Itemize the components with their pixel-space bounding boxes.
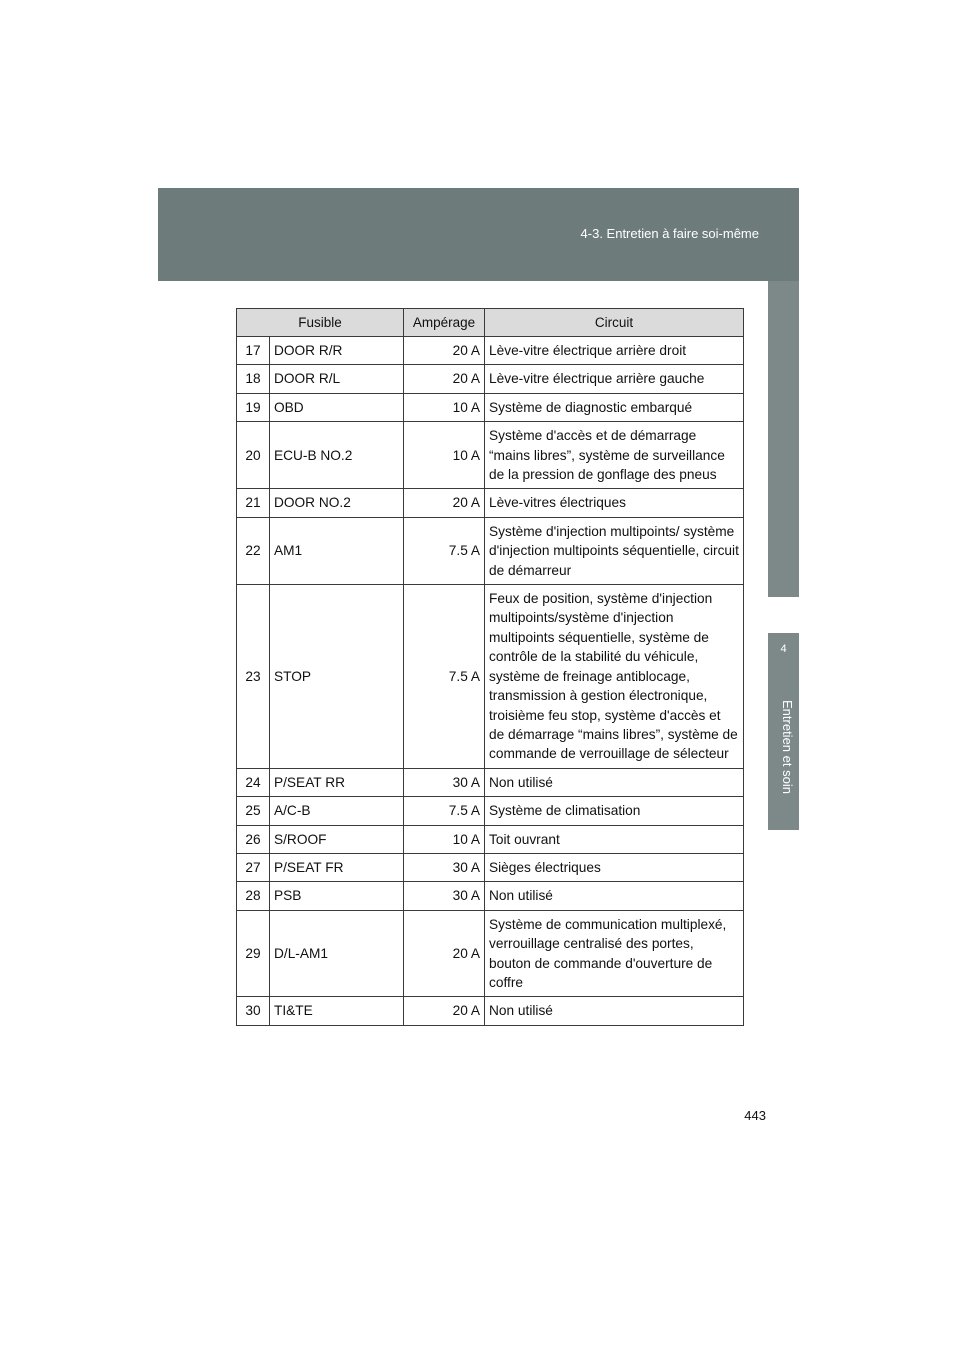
fuse-circuit: Système de diagnostic embarqué (485, 393, 744, 421)
fuse-number: 19 (237, 393, 270, 421)
fuse-name: TI&TE (270, 997, 404, 1025)
section-title: 4-3. Entretien à faire soi-même (580, 226, 759, 241)
fuse-name: D/L-AM1 (270, 910, 404, 997)
table-row (237, 393, 744, 421)
fuse-number: 24 (237, 768, 270, 796)
header-band (158, 188, 799, 281)
fuse-number: 20 (237, 422, 270, 489)
fuse-circuit: Lève-vitres électriques (485, 489, 744, 517)
chapter-label: Entretien et soin (780, 700, 795, 794)
fuse-amperage: 7.5 A (404, 517, 485, 584)
fuse-amperage: 10 A (404, 825, 485, 853)
header-fuse: Fusible (237, 309, 404, 337)
page-number: 443 (744, 1108, 766, 1123)
fuse-name: DOOR R/L (270, 365, 404, 393)
table-row (237, 797, 744, 825)
header-circuit: Circuit (485, 309, 744, 337)
fuse-name: PSB (270, 882, 404, 910)
fuse-name: A/C-B (270, 797, 404, 825)
table-row (237, 337, 744, 365)
fuse-number: 17 (237, 337, 270, 365)
fuse-amperage: 20 A (404, 489, 485, 517)
fuse-circuit: Toit ouvrant (485, 825, 744, 853)
fuse-name: P/SEAT RR (270, 768, 404, 796)
fuse-number: 25 (237, 797, 270, 825)
fuse-circuit: Système de communication multiplexé, verrouillage centralisé des portes, bouton de commande d'ouverture de coffre (485, 910, 744, 997)
fuse-circuit: Feux de position, système d'injection multipoints/système d'injection multipoints séquentielle, système de contrôle de la stabilité du véhicule, système de freinage antiblocage, transmission à gestion électronique, troisième feu stop, système d'accès et de démarrage “mains libres”, système de commande de verrouillage de sélecteur (485, 585, 744, 769)
side-tab-gap (768, 597, 799, 633)
fuse-name: ECU-B NO.2 (270, 422, 404, 489)
chapter-number: 4 (780, 643, 787, 655)
fuse-number: 18 (237, 365, 270, 393)
fuse-name: S/ROOF (270, 825, 404, 853)
fuse-circuit: Non utilisé (485, 882, 744, 910)
fuse-number: 21 (237, 489, 270, 517)
fuse-table (236, 308, 744, 1026)
fuse-circuit: Système d'injection multipoints/ système d'injection multipoints séquentielle, circuit de démarreur (485, 517, 744, 584)
fuse-name: DOOR NO.2 (270, 489, 404, 517)
header-amperage: Ampérage (404, 309, 485, 337)
fuse-circuit: Non utilisé (485, 768, 744, 796)
fuse-amperage: 30 A (404, 882, 485, 910)
fuse-circuit: Non utilisé (485, 997, 744, 1025)
fuse-name: STOP (270, 585, 404, 769)
fuse-amperage: 20 A (404, 365, 485, 393)
fuse-amperage: 10 A (404, 393, 485, 421)
fuse-amperage: 30 A (404, 853, 485, 881)
table-row (237, 768, 744, 796)
table-row (237, 882, 744, 910)
fuse-amperage: 10 A (404, 422, 485, 489)
fuse-number: 29 (237, 910, 270, 997)
fuse-number: 28 (237, 882, 270, 910)
fuse-name: P/SEAT FR (270, 853, 404, 881)
table-row (237, 517, 744, 584)
fuse-amperage: 20 A (404, 337, 485, 365)
fuse-name: AM1 (270, 517, 404, 584)
fuse-number: 26 (237, 825, 270, 853)
table-row (237, 853, 744, 881)
fuse-circuit: Sièges électriques (485, 853, 744, 881)
fuse-amperage: 7.5 A (404, 797, 485, 825)
fuse-number: 27 (237, 853, 270, 881)
fuse-amperage: 20 A (404, 997, 485, 1025)
table-header-row (237, 309, 744, 337)
table-row (237, 997, 744, 1025)
fuse-circuit: Système d'accès et de démarrage “mains libres”, système de surveillance de la pression de gonflage des pneus (485, 422, 744, 489)
table-row (237, 585, 744, 769)
table-row (237, 489, 744, 517)
fuse-amperage: 30 A (404, 768, 485, 796)
fuse-number: 30 (237, 997, 270, 1025)
table-row (237, 910, 744, 997)
fuse-name: DOOR R/R (270, 337, 404, 365)
fuse-circuit: Lève-vitre électrique arrière droit (485, 337, 744, 365)
table-row (237, 422, 744, 489)
fuse-amperage: 20 A (404, 910, 485, 997)
fuse-circuit: Système de climatisation (485, 797, 744, 825)
fuse-number: 22 (237, 517, 270, 584)
fuse-circuit: Lève-vitre électrique arrière gauche (485, 365, 744, 393)
fuse-name: OBD (270, 393, 404, 421)
table-row (237, 365, 744, 393)
fuse-amperage: 7.5 A (404, 585, 485, 769)
fuse-number: 23 (237, 585, 270, 769)
table-row (237, 825, 744, 853)
